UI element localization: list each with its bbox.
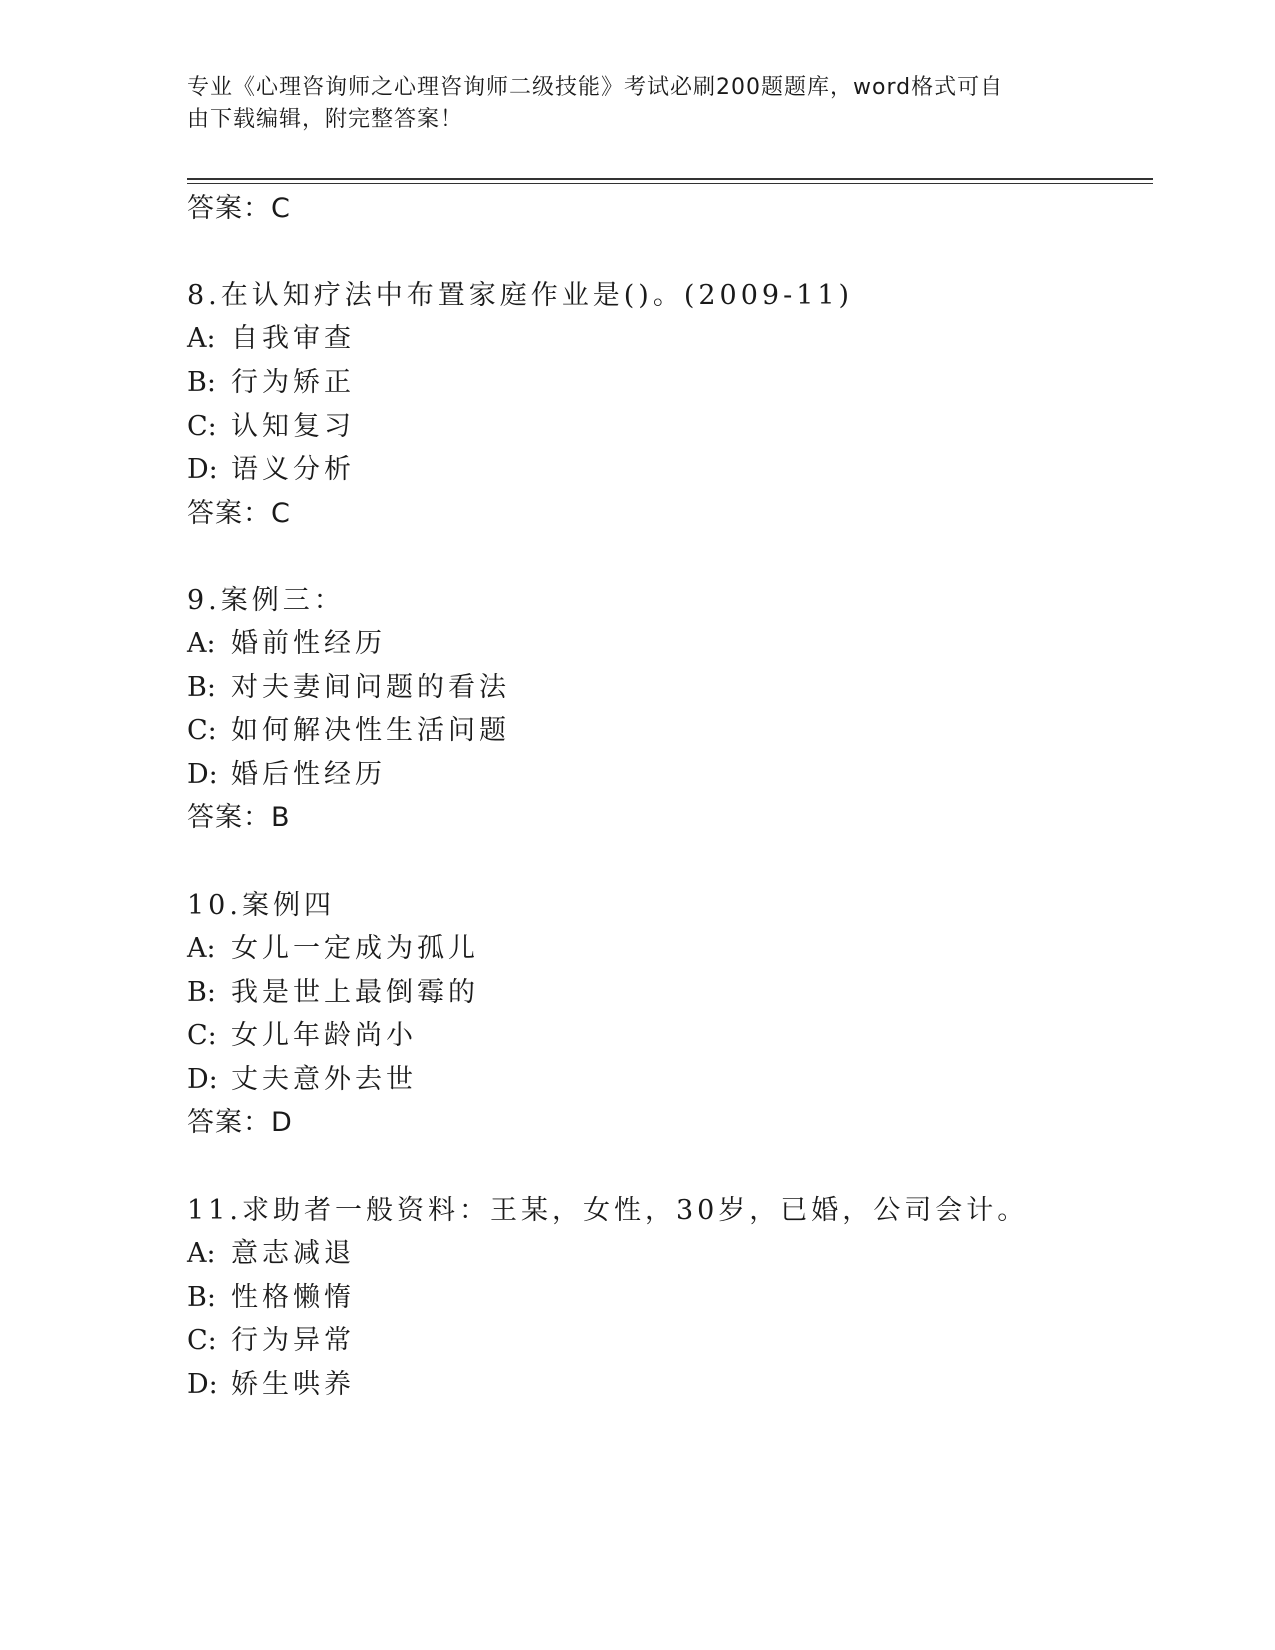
- question-stem: 11.求助者一般资料：王某，女性，30岁，已婚，公司会计。: [187, 1195, 1029, 1226]
- option-text: 我是世上最倒霉的: [231, 977, 479, 1008]
- option-letter: B:: [187, 977, 216, 1008]
- option-b: [187, 671, 510, 705]
- option-letter: C:: [187, 1020, 217, 1051]
- option-text: 娇生哄养: [231, 1369, 355, 1400]
- option-letter: A:: [187, 933, 216, 964]
- answer-label: 答案：C: [187, 498, 291, 529]
- option-a: [187, 322, 355, 356]
- option-letter: A:: [187, 1238, 216, 1269]
- question-stem: 9.案例三：: [187, 585, 345, 616]
- option-text: 女儿年龄尚小: [231, 1020, 417, 1051]
- option-text: 语义分析: [231, 454, 355, 485]
- option-text: 自我审查: [231, 323, 355, 354]
- option-c: [187, 410, 355, 444]
- option-text: 丈夫意外去世: [231, 1064, 417, 1095]
- option-a: [187, 627, 386, 661]
- option-text: 如何解决性生活问题: [231, 715, 510, 746]
- option-c: [187, 1019, 417, 1053]
- option-d: [187, 453, 355, 487]
- option-a: [187, 1237, 355, 1271]
- option-c: [187, 1324, 355, 1358]
- option-letter: B:: [187, 672, 216, 703]
- option-text: 对夫妻间问题的看法: [231, 672, 510, 703]
- header-line-1: 专业《心理咨询师之心理咨询师二级技能》考试必刷200题题库，word格式可自: [187, 75, 1004, 100]
- option-letter: C:: [187, 715, 217, 746]
- header-divider: [187, 178, 1153, 180]
- option-letter: A:: [187, 628, 216, 659]
- answer-label: 答案：C: [187, 193, 291, 224]
- option-b: [187, 976, 479, 1010]
- option-letter: B:: [187, 1282, 216, 1313]
- option-text: 性格懒惰: [231, 1282, 355, 1313]
- option-letter: C:: [187, 411, 217, 442]
- header-divider-thin: [187, 183, 1153, 184]
- option-b: [187, 1281, 355, 1315]
- option-text: 意志减退: [231, 1238, 355, 1269]
- option-c: [187, 714, 510, 748]
- option-d: [187, 758, 386, 792]
- option-letter: C:: [187, 1325, 217, 1356]
- option-letter: D:: [187, 454, 218, 485]
- answer-label: 答案：D: [187, 1107, 293, 1138]
- option-text: 行为矫正: [231, 367, 355, 398]
- question-stem: 10.案例四: [187, 890, 335, 921]
- header-line-2: 由下载编辑，附完整答案！: [187, 107, 464, 132]
- option-text: 认知复习: [231, 411, 355, 442]
- option-text: 婚后性经历: [231, 759, 386, 790]
- option-d: [187, 1368, 355, 1402]
- option-letter: A:: [187, 323, 216, 354]
- document-header: [187, 72, 1087, 136]
- option-b: [187, 366, 355, 400]
- option-text: 女儿一定成为孤儿: [231, 933, 479, 964]
- option-text: 行为异常: [231, 1325, 355, 1356]
- option-text: 婚前性经历: [231, 628, 386, 659]
- option-letter: D:: [187, 1064, 218, 1095]
- option-letter: D:: [187, 759, 218, 790]
- answer-label: 答案：B: [187, 802, 291, 833]
- option-d: [187, 1063, 417, 1097]
- option-letter: D:: [187, 1369, 218, 1400]
- option-a: [187, 932, 479, 966]
- option-letter: B:: [187, 367, 216, 398]
- question-stem: 8.在认知疗法中布置家庭作业是()。(2009-11): [187, 280, 854, 311]
